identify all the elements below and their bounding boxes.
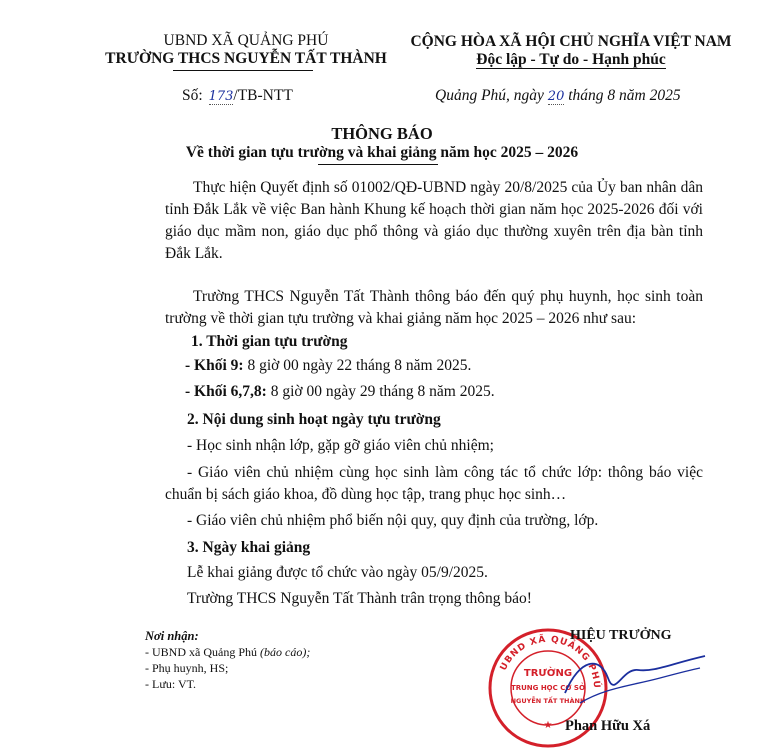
- signer-title: HIỆU TRƯỞNG: [570, 628, 672, 643]
- section-2-item-1: - Học sinh nhận lớp, gặp gỡ giáo viên chủ nhiệm;: [187, 437, 494, 454]
- recipients-label: Nơi nhận:: [145, 629, 199, 643]
- signer-name: Phan Hữu Xá: [565, 718, 651, 734]
- stamp-line-3: NGUYỄN TẤT THÀNH: [510, 697, 586, 705]
- section-1-item-grade678: [185, 383, 495, 401]
- national-motto-text: Độc lập - Tự do - Hạnh phúc: [476, 51, 666, 68]
- doc-number-prefix: Số:: [182, 87, 203, 104]
- section-2-item-3: - Giáo viên chủ nhiệm phổ biến nội quy, quy định của trường, lớp.: [187, 512, 599, 529]
- recipient-1: [145, 645, 310, 660]
- doc-number: [182, 87, 293, 105]
- signature-scribble: [560, 648, 710, 718]
- section-1-item-grade9: [185, 357, 471, 375]
- recipient-1-text: - UBND xã Quảng Phú: [145, 645, 257, 659]
- grade678-label: - Khối 6,7,8:: [185, 383, 267, 400]
- stamp-line-1: TRƯỜNG: [523, 668, 573, 679]
- doc-number-suffix: /TB-NTT: [233, 87, 293, 104]
- grade678-text: 8 giờ 00 ngày 29 tháng 8 năm 2025.: [266, 383, 495, 400]
- recipient-2: - Phụ huynh, HS;: [145, 661, 229, 675]
- school-name: TRƯỜNG THCS NGUYỄN TẤT THÀNH: [105, 50, 387, 67]
- school-name-underline: [173, 70, 313, 71]
- stamp-line-2: TRUNG HỌC CƠ SỞ: [510, 684, 586, 692]
- document-subtitle: Về thời gian tựu trường và khai giảng năm học 2025 – 2026: [185, 144, 579, 161]
- document-title: THÔNG BÁO: [331, 124, 433, 143]
- paragraph-announce: Trường THCS Nguyễn Tất Thành thông báo đến quý phụ huynh, học sinh toàn trường về thời gian tựu trường và khai giảng năm học 2025 – 2026 như sau:: [165, 288, 703, 327]
- place-date-prefix: Quảng Phú, ngày: [435, 87, 544, 104]
- section-3-title: 3. Ngày khai giảng: [187, 539, 311, 556]
- recipient-3: - Lưu: VT.: [145, 677, 197, 691]
- national-motto: [400, 51, 742, 69]
- doc-number-handwritten: 173: [208, 89, 234, 104]
- stamp-star: ★: [543, 720, 553, 731]
- place-date: [435, 87, 681, 105]
- national-title: CỘNG HÒA XÃ HỘI CHỦ NGHĨA VIỆT NAM: [410, 33, 732, 50]
- agency-name: UBND XÃ QUẢNG PHÚ: [163, 32, 329, 49]
- stamp-ring-textpath: UBND XÃ QUẢNG PHÚ: [498, 634, 602, 690]
- place-date-day: 20: [547, 89, 565, 104]
- section-3-text: Lễ khai giảng được tổ chức vào ngày 05/9/2025.: [187, 564, 488, 581]
- section-2-title: 2. Nội dung sinh hoạt ngày tựu trường: [187, 411, 441, 428]
- section-2-item-2: - Giáo viên chủ nhiệm cùng học sinh làm công tác tổ chức lớp: thông báo việc chuẩn bị sách giáo khoa, đồ dùng học tập, trang phục học sinh…: [165, 464, 703, 503]
- paragraph-intro: Thực hiện Quyết định số 01002/QĐ-UBND ngày 20/8/2025 của Ủy ban nhân dân tỉnh Đắk Lắk về việc Ban hành Khung kế hoạch thời gian năm học 2025-2026 đối với giáo dục mầm non, giáo dục phổ thông và giáo dục thường xuyên trên địa bàn tỉnh Đắk Lắk.: [165, 179, 703, 262]
- closing-line: Trường THCS Nguyễn Tất Thành trân trọng thông báo!: [187, 590, 532, 607]
- recipient-1-note: (báo cáo);: [260, 645, 311, 659]
- grade9-label: - Khối 9:: [185, 357, 244, 374]
- place-date-suffix: tháng 8 năm 2025: [568, 87, 681, 104]
- grade9-text: 8 giờ 00 ngày 22 tháng 8 năm 2025.: [243, 357, 472, 374]
- section-1-title: 1. Thời gian tựu trường: [191, 333, 348, 350]
- subtitle-underline: [318, 164, 438, 165]
